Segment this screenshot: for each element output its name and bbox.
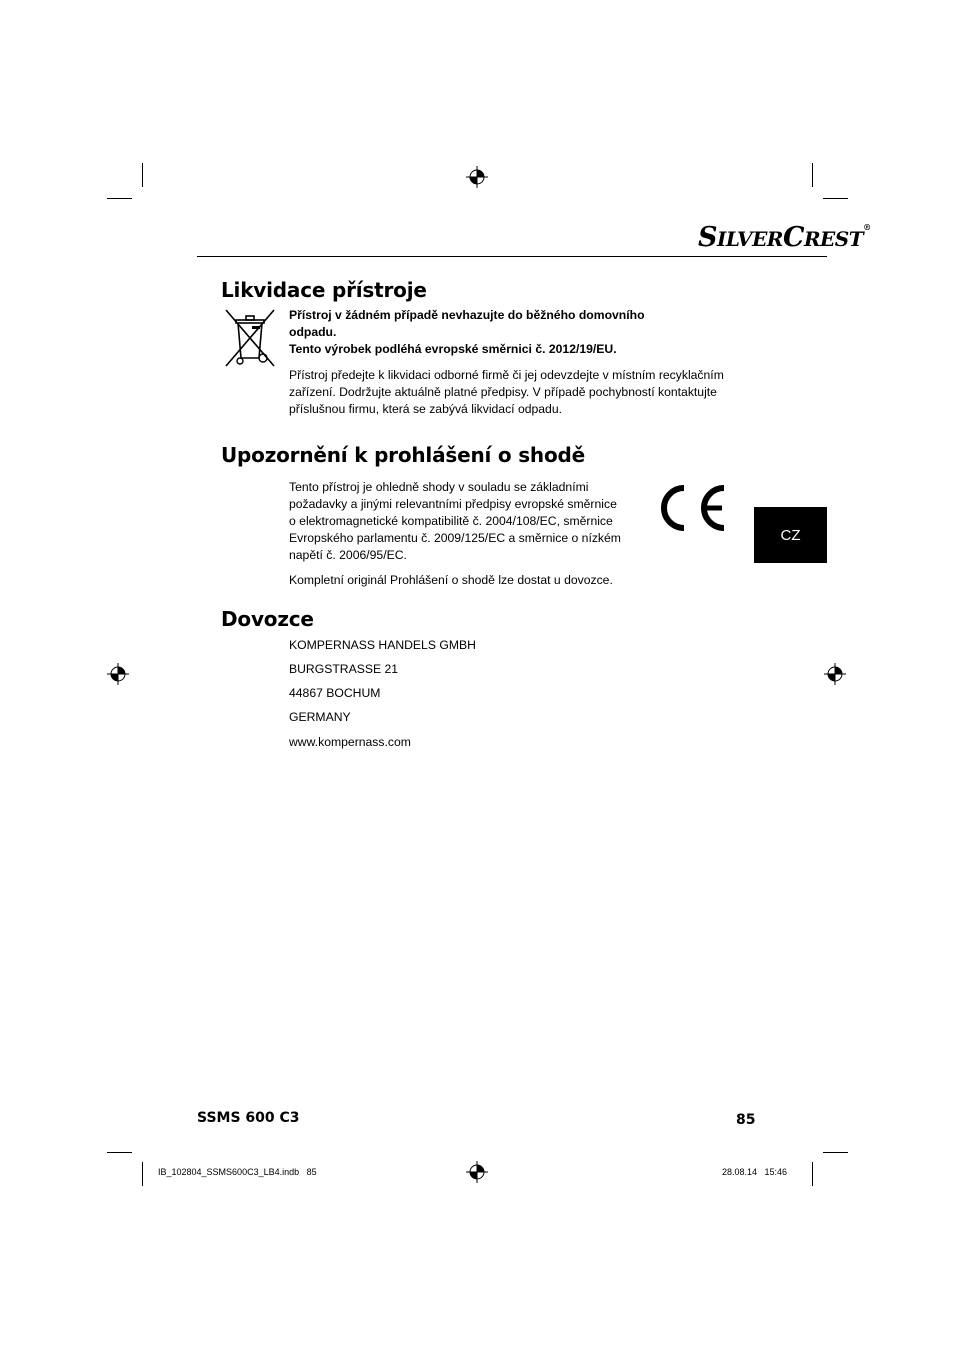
language-tab: CZ — [754, 507, 827, 563]
section-title-conformity: Upozornění k prohlášení o shodě — [221, 443, 585, 467]
importer-city: 44867 BOCHUM — [289, 686, 381, 700]
conformity-text-line: Evropského parlamentu č. 2009/125/EC a směrnice o nízkém — [289, 531, 621, 545]
conformity-text-line: požadavky a jinými relevantními předpisy evropské směrnice — [289, 497, 617, 511]
crop-mark — [812, 163, 813, 187]
crop-mark — [142, 1162, 143, 1186]
disposal-bold-line: Tento výrobek podléhá evropské směrnici č. 2012/19/EU. — [289, 342, 617, 356]
disposal-text-line: Přístroj předejte k likvidaci odborné firmě či jej odevzdejte v místním recyklačním — [289, 368, 724, 382]
crop-mark — [812, 1162, 813, 1186]
disposal-bold-line: odpadu. — [289, 325, 337, 339]
crop-mark — [823, 1152, 848, 1153]
conformity-text-line: Tento přístroj je ohledně shody v souladu se základními — [289, 480, 589, 494]
crop-mark — [107, 1152, 132, 1153]
conformity-text-line: napětí č. 2006/95/EC. — [289, 548, 407, 562]
footer-date-time: 28.08.14 15:46 — [722, 1167, 788, 1177]
disposal-text-line: zařízení. Dodržujte aktuálně platné předpisy. V případě pochybností kontaktujte — [289, 385, 717, 399]
importer-street: BURGSTRASSE 21 — [289, 662, 399, 676]
registration-mark-icon — [466, 166, 488, 188]
registration-mark-icon — [107, 663, 129, 685]
section-title-disposal: Likvidace přístroje — [221, 278, 427, 302]
conformity-text-line: o elektromagnetické kompatibilitě č. 2004/108/EC, směrnice — [289, 514, 613, 528]
disposal-text-line: příslušnou firmu, která se zabývá likvidací odpadu. — [289, 402, 562, 416]
crop-mark — [142, 163, 143, 187]
section-title-importer: Dovozce — [221, 607, 314, 631]
crossed-bin-icon — [222, 306, 278, 370]
brand-logo: SILVERCREST® — [698, 222, 871, 253]
importer-company: KOMPERNASS HANDELS GMBH — [289, 638, 476, 652]
registration-mark-icon — [824, 663, 846, 685]
crop-mark — [823, 198, 848, 199]
ce-mark-icon — [656, 482, 730, 534]
importer-website: www.kompernass.com — [289, 735, 411, 749]
header-rule — [197, 256, 827, 257]
importer-country: GERMANY — [289, 710, 351, 724]
footer-file-name: IB_102804_SSMS600C3_LB4.indb 85 — [158, 1167, 317, 1177]
disposal-bold-line: Přístroj v žádném případě nevhazujte do běžného domovního — [289, 308, 645, 322]
crop-mark — [107, 198, 132, 199]
conformity-text-line: Kompletní originál Prohlášení o shodě lze dostat u dovozce. — [289, 573, 613, 587]
footer-model: SSMS 600 C3 — [197, 1110, 300, 1126]
registration-mark-icon — [466, 1161, 488, 1183]
footer-page-number: 85 — [736, 1112, 756, 1128]
